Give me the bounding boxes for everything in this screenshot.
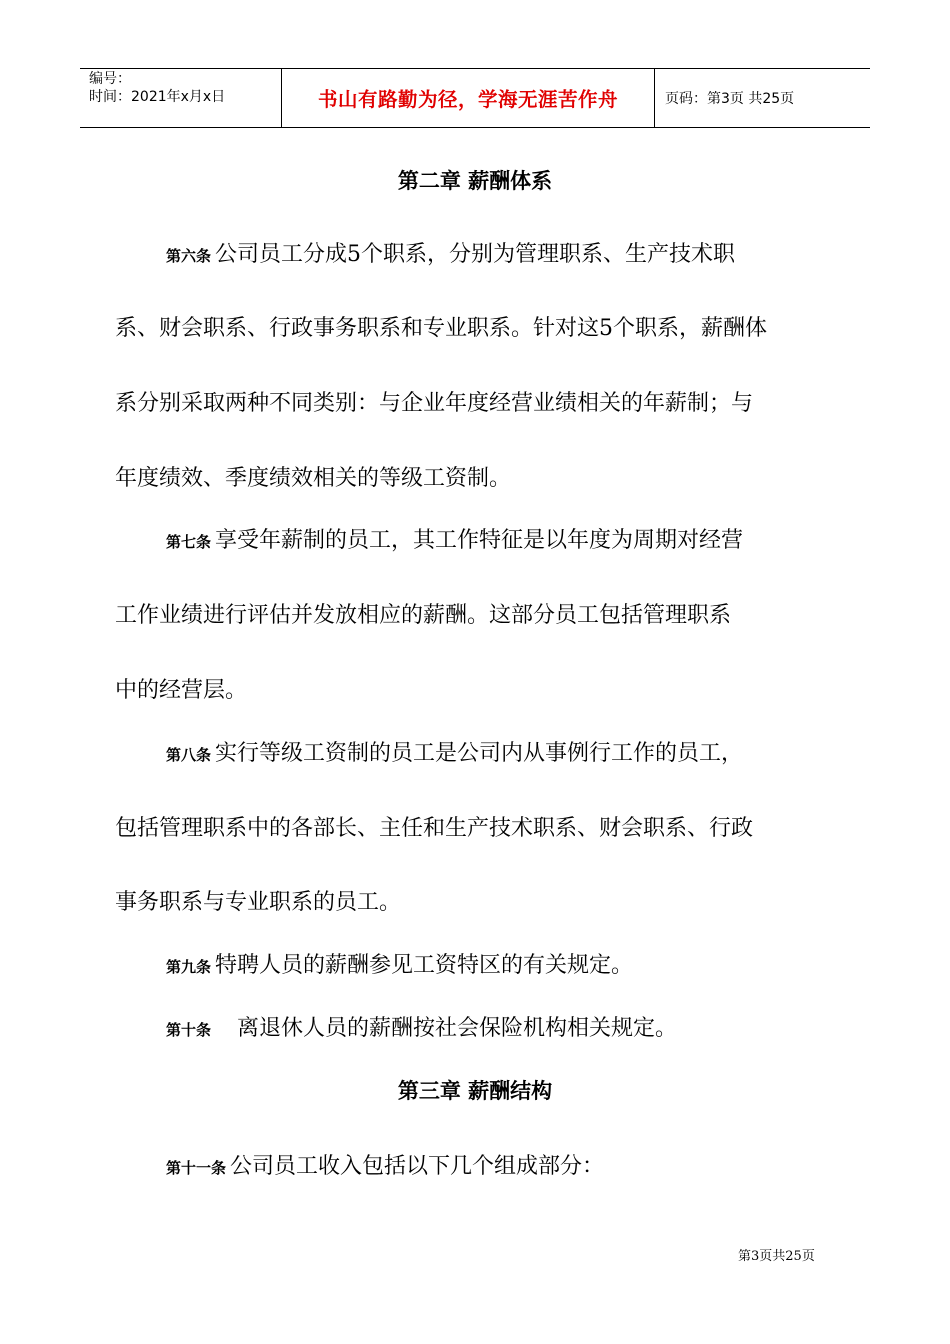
article-6-label: 第六条 [166,247,212,265]
article-7-text: 享受年薪制的员工，其工作特征是以年度为周期对经营 [215,528,744,553]
article-8-label: 第八条 [166,746,212,764]
article-10-text: 离退休人员的薪酬按社会保险机构相关规定。 [237,1016,678,1041]
article-8-line [166,739,743,770]
article-6-line: 系、财会职系、行政事务职系和专业职系。针对这5个职系，薪酬体 [115,316,767,341]
header-motto: 书山有路勤为径，学海无涯苦作舟 [282,69,655,127]
article-6-line: 年度绩效、季度绩效相关的等级工资制。 [115,466,512,491]
article-7-line: 工作业绩进行评估并发放相应的薪酬。这部分员工包括管理职系 [115,603,732,628]
page-footer: 第3页共25页 [738,1249,815,1264]
article-7-line [166,526,743,557]
document-time-label: 时间：2021年x月x日 [89,89,226,105]
article-11-line [166,1152,604,1183]
chapter-3-title: 第三章 薪酬结构 [397,1079,553,1103]
article-7-label: 第七条 [166,533,212,551]
article-8-line: 事务职系与专业职系的员工。 [115,890,402,915]
article-6-line: 系分别采取两种不同类别：与企业年度经营业绩相关的年薪制；与 [115,391,754,416]
article-6-line [166,240,735,271]
header-info-cell [80,69,282,127]
article-8-text: 实行等级工资制的员工是公司内从事例行工作的员工， [215,741,744,766]
article-9-label: 第九条 [166,958,212,976]
chapter-2-title: 第二章 薪酬体系 [397,169,553,193]
header-table [80,68,870,128]
article-9-line [166,951,633,982]
article-8-line: 包括管理职系中的各部长、主任和生产技术职系、财会职系、行政 [115,816,754,841]
article-10-line [166,1014,677,1045]
article-9-text: 特聘人员的薪酬参见工资特区的有关规定。 [215,953,634,978]
article-11-text: 公司员工收入包括以下几个组成部分： [230,1154,605,1179]
article-7-line: 中的经营层。 [115,678,248,703]
document-number-label: 编号： [89,71,131,87]
article-10-label: 第十条 [166,1021,212,1039]
article-11-label: 第十一条 [166,1159,227,1177]
header-page-label: 页码：第3页 共25页 [665,91,795,107]
article-6-text: 公司员工分成5个职系，分别为管理职系、生产技术职 [215,242,736,267]
